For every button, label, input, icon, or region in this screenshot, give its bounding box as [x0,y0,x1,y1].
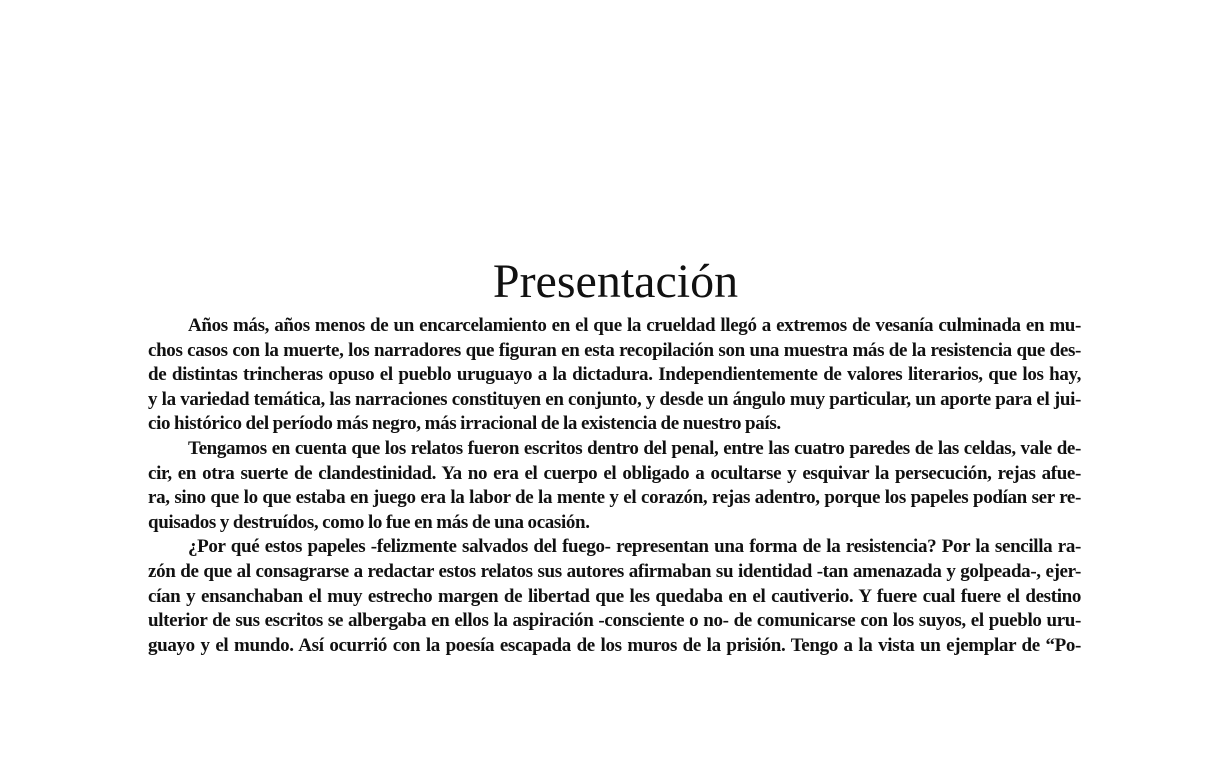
paragraph-2-line-4: quisados y destruídos, como lo fue en más de una ocasión. [148,511,590,533]
paragraph-3-line-3: cían y ensanchaban el muy estrecho margen de libertad que les quedaba en el cautiverio. Y fuere cual fuere el destino [148,585,1081,607]
paragraph-2-line-1: Tengamos en cuenta que los relatos fueron escritos dentro del penal, entre las cuatro paredes de las celdas, vale de- [188,437,1081,459]
paragraph-1-line-4: y la variedad temática, las narraciones constituyen en conjunto, y desde un ángulo muy particular, un aporte para el jui- [148,388,1081,410]
paragraph-3-line-2: zón de que al consagrarse a redactar estos relatos sus autores afirmaban su identidad -tan amenazada y golpeada-, ejer- [148,560,1081,582]
paragraph-1-line-5: cio histórico del período más negro, más irracional de la existencia de nuestro país. [148,413,781,435]
page-title: Presentación [492,255,739,308]
paragraph-3-line-4: ulterior de sus escritos se albergaba en ellos la aspiración -consciente o no- de comunicarse con los suyos, el pueblo uru- [148,610,1081,632]
paragraph-3-line-5: guayo y el mundo. Así ocurrió con la poesía escapada de los muros de la prisión. Tengo a la vista un ejemplar de “Po- [148,634,1081,656]
paragraph-1-line-3: de distintas trincheras opuso el pueblo uruguayo a la dictadura. Independientemente de valores literarios, que los hay, [148,364,1081,386]
document-body [148,314,1081,658]
paragraph-2-line-2: cir, en otra suerte de clandestinidad. Ya no era el cuerpo el obligado a ocultarse y esquivar la persecución, rejas afue- [148,462,1081,484]
paragraph-1-line-1: Años más, años menos de un encarcelamiento en el que la crueldad llegó a extremos de vesanía culminada en mu- [188,315,1081,336]
document-page [148,252,1081,658]
paragraph-3-line-1: ¿Por qué estos papeles -felizmente salvados del fuego- representan una forma de la resistencia? Por la sencilla ra- [188,536,1081,558]
paragraph-2-line-3: ra, sino que lo que estaba en juego era la labor de la mente y el corazón, rejas adentro, porque los papeles podían ser re- [148,487,1081,509]
paragraph-1-line-2: chos casos con la muerte, los narradores que figuran en esta recopilación son una muestra más de la resistencia que des- [148,339,1081,361]
